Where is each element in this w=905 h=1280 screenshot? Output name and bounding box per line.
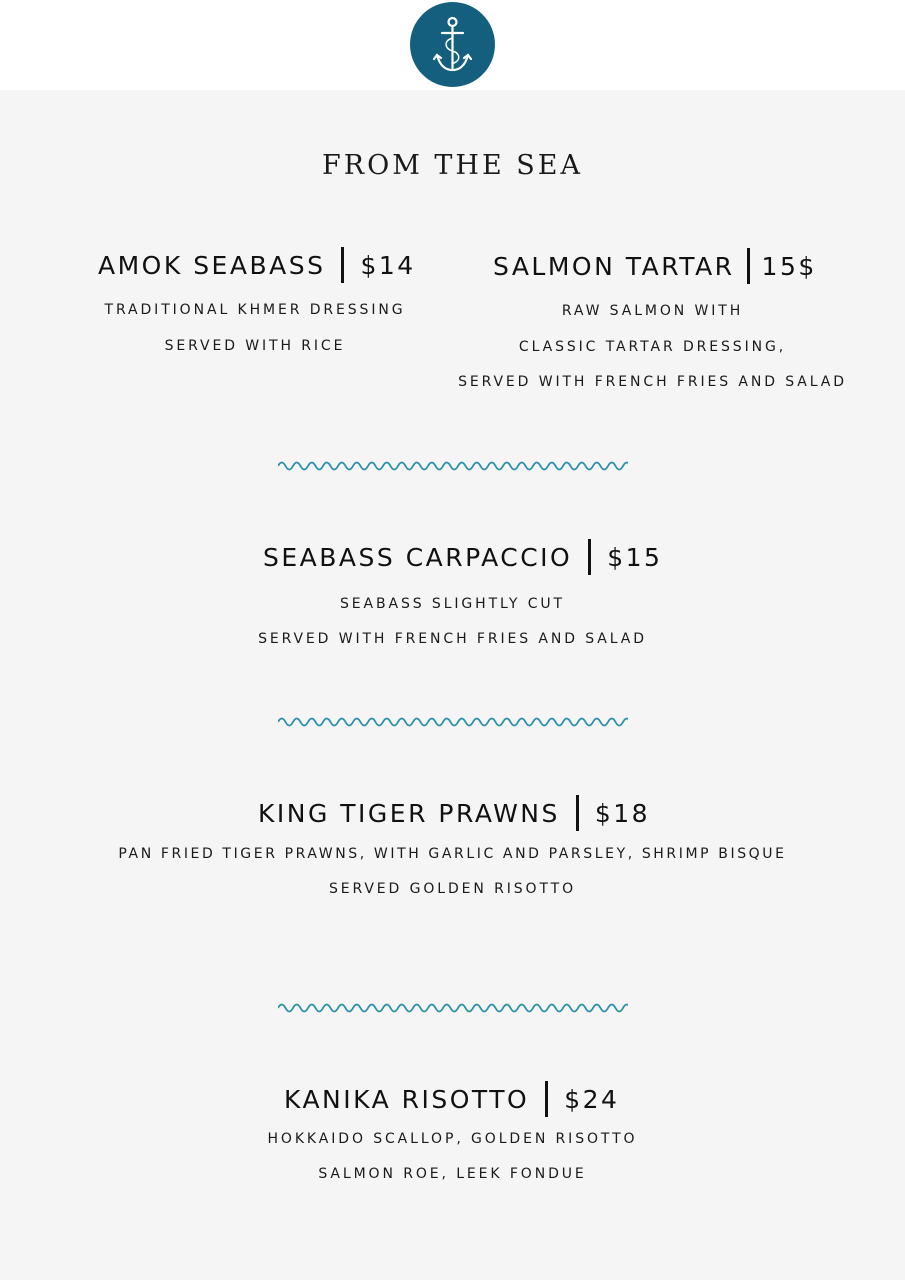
menu-item-title: [284, 1081, 619, 1117]
item-price: 15$: [761, 251, 817, 281]
menu-item-title: [98, 247, 416, 283]
item-description-line: SALMON ROE, LEEK FONDUE: [318, 1166, 587, 1182]
logo: [410, 2, 495, 87]
item-description-line: TRADITIONAL KHMER DRESSING: [104, 302, 406, 318]
menu-item-title: [258, 795, 650, 831]
item-description-line: SERVED WITH RICE: [164, 338, 346, 354]
item-price: $24: [564, 1084, 620, 1114]
item-price: $15: [607, 542, 663, 572]
item-name: KANIKA RISOTTO: [284, 1084, 530, 1114]
wave-divider: [278, 1001, 628, 1015]
divider-bar: [576, 795, 579, 831]
divider-bar: [341, 247, 344, 283]
menu-item-title: [493, 248, 817, 284]
anchor-icon: [410, 2, 495, 87]
item-name: SALMON TARTAR: [493, 251, 735, 281]
item-description-line: SERVED WITH FRENCH FRIES AND SALAD: [258, 631, 647, 647]
item-description-line: RAW SALMON WITH: [561, 303, 744, 319]
item-name: KING TIGER PRAWNS: [258, 798, 560, 828]
wave-divider: [278, 715, 628, 729]
divider-bar: [545, 1081, 548, 1117]
item-description-line: HOKKAIDO SCALLOP, GOLDEN RISOTTO: [267, 1131, 638, 1147]
item-description-line: PAN FRIED TIGER PRAWNS, WITH GARLIC AND PARSLEY, SHRIMP BISQUE: [118, 846, 787, 862]
item-price: $18: [594, 798, 651, 828]
header: [0, 0, 905, 90]
divider-bar: [747, 248, 750, 284]
menu-item-title: [263, 539, 662, 575]
item-description-line: SERVED WITH FRENCH FRIES AND SALAD: [458, 374, 847, 390]
item-description-line: SERVED GOLDEN RISOTTO: [328, 881, 577, 897]
section-title: FROM THE SEA: [322, 150, 583, 181]
divider-bar: [588, 539, 591, 575]
item-price: $14: [360, 250, 416, 280]
item-name: AMOK SEABASS: [98, 250, 326, 280]
item-name: SEABASS CARPACCIO: [263, 542, 573, 572]
wave-divider: [278, 459, 628, 473]
item-description-line: CLASSIC TARTAR DRESSING,: [518, 339, 787, 355]
item-description-line: SEABASS SLIGHTLY CUT: [340, 596, 565, 612]
